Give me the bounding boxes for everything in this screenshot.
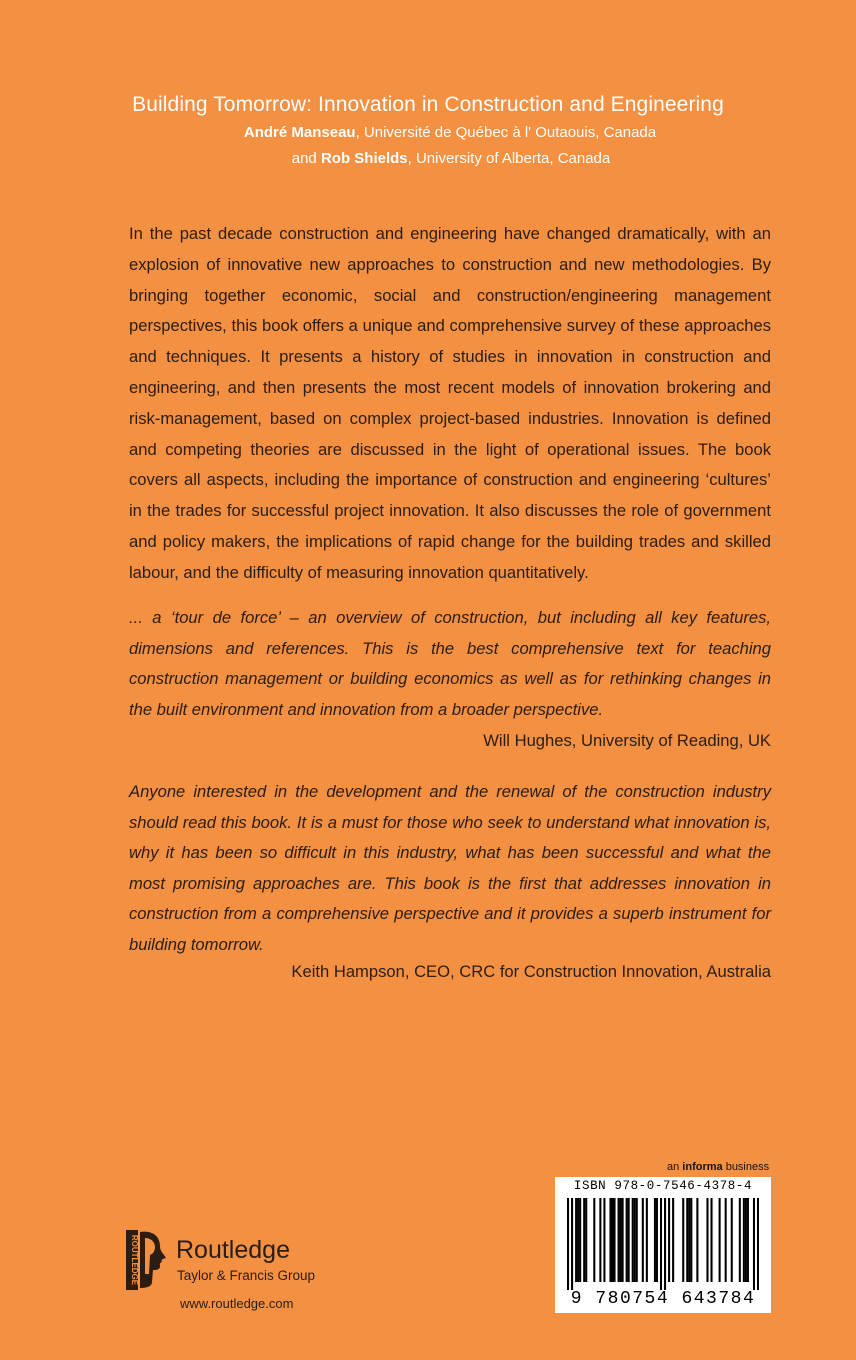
author-connector: and: [291, 150, 321, 167]
barcode-bar: [646, 1198, 648, 1282]
informa-brand: informa: [682, 1161, 723, 1173]
barcode-bar: [710, 1198, 712, 1282]
informa-prefix: an: [667, 1161, 683, 1173]
barcode-bar: [636, 1198, 638, 1282]
barcode-bar: [747, 1198, 749, 1282]
barcode-bar: [664, 1198, 666, 1290]
book-title: Building Tomorrow: Innovation in Construction and Engineering: [132, 93, 724, 116]
barcode-bar: [682, 1198, 684, 1282]
endorsement-quote-1: ... a ‘tour de force’ – an overview of construction, but including all key features, dimensions and references. This is the best comprehensive text for teaching construction management or building economics as well as for rethinking changes in the built environment and innovation from a broader perspective.: [129, 608, 771, 719]
publisher-website: www.routledge.com: [180, 1296, 294, 1311]
barcode-bar: [599, 1198, 601, 1282]
barcode-bar: [668, 1198, 670, 1282]
barcode-bar: [656, 1198, 658, 1282]
logo-side-text: ROUTLEDGE: [130, 1234, 139, 1286]
barcode-bars: [567, 1198, 759, 1290]
barcode-bar: [618, 1198, 620, 1282]
barcode-bar: [745, 1198, 747, 1282]
author-name-2: Rob Shields: [320, 150, 408, 167]
barcode-bar: [593, 1198, 595, 1282]
routledge-head-icon: [126, 1230, 170, 1290]
barcode-bar: [628, 1198, 630, 1282]
barcode-bar: [571, 1198, 573, 1290]
barcode-bar: [642, 1198, 644, 1282]
barcode-bar: [575, 1198, 577, 1282]
endorsement-quote-2: Anyone interested in the development and the renewal of the construction industry should read this book. It is a must for those who seek to understand what innovation is, why it has been so difficult in this industry, what has been successful and what the most promising approaches are. This book is the first that addresses innovation in construction from a comprehensive perspective and it provides a superb instrument for building tomorrow.: [129, 782, 771, 954]
barcode-bar: [579, 1198, 581, 1282]
barcode-bar: [660, 1198, 662, 1290]
barcode-bar: [731, 1198, 733, 1282]
barcode-bar: [719, 1198, 721, 1282]
informa-tagline: [667, 1161, 769, 1173]
endorsement-attribution-1: Will Hughes, University of Reading, UK: [483, 731, 771, 750]
ean-digits: 9 780754 643784: [570, 1289, 756, 1309]
author-affiliation-2: , University of Alberta, Canada: [407, 150, 611, 167]
endorsement-attribution-2: Keith Hampson, CEO, CRC for Construction Innovation, Australia: [291, 962, 771, 981]
barcode-bar: [567, 1198, 569, 1290]
barcode-bar: [696, 1198, 698, 1282]
barcode-bar: [757, 1198, 759, 1290]
barcode-bar: [743, 1198, 745, 1282]
barcode-bar: [603, 1198, 605, 1282]
barcode-bar: [613, 1198, 615, 1282]
barcode-bar: [634, 1198, 636, 1282]
barcode-bar: [632, 1198, 634, 1282]
barcode-bar: [690, 1198, 692, 1282]
book-description: In the past decade construction and engineering have changed dramatically, with an explosion of innovative new approaches to construction and new methodologies. By bringing together economic, social and construction/engineering management perspectives, this book offers a unique and comprehensive survey of these approaches and techniques. It presents a history of studies in innovation in construction and engineering, and then presents the most recent models of innovation brokering and risk-management, based on complex project-based industries. Innovation is defined and competing theories are discussed in the light of operational issues. The book covers all aspects, including the importance of construction and engineering ‘cultures’ in the trades for successful project innovation. It also discusses the role of government and policy makers, the implications of rapid change for the building trades and skilled labour, and the difficulty of measuring innovation quantitatively.: [129, 224, 771, 582]
author-line-2: [0, 146, 856, 172]
publisher-name: Routledge: [176, 1236, 290, 1264]
barcode-bar: [577, 1198, 579, 1282]
barcode-bar: [609, 1198, 611, 1282]
barcode-bar: [654, 1198, 656, 1282]
title-block: [0, 90, 856, 172]
barcode-bar: [725, 1198, 727, 1282]
barcode-bar: [583, 1198, 585, 1282]
author-affiliation-1: , Université de Québec à l' Outaouis, Canada: [355, 124, 657, 141]
barcode-bar: [622, 1198, 624, 1282]
barcode-bar: [611, 1198, 613, 1282]
isbn-label: ISBN 978-0-7546-4378-4: [573, 1179, 753, 1193]
barcode-bar: [706, 1198, 708, 1282]
barcode-bar: [585, 1198, 587, 1282]
barcode-bar: [626, 1198, 628, 1282]
barcode-bar: [739, 1198, 741, 1282]
publisher-logo: [126, 1230, 386, 1290]
barcode-bar: [672, 1198, 674, 1282]
informa-suffix: business: [722, 1161, 770, 1173]
isbn-barcode: [555, 1177, 771, 1313]
barcode-bar: [688, 1198, 690, 1282]
author-name-1: André Manseau: [243, 124, 356, 141]
barcode-bar: [620, 1198, 622, 1282]
barcode-bar: [686, 1198, 688, 1282]
barcode-bar: [753, 1198, 755, 1290]
author-line-1: [0, 120, 856, 146]
publisher-group: Taylor & Francis Group: [177, 1268, 316, 1283]
